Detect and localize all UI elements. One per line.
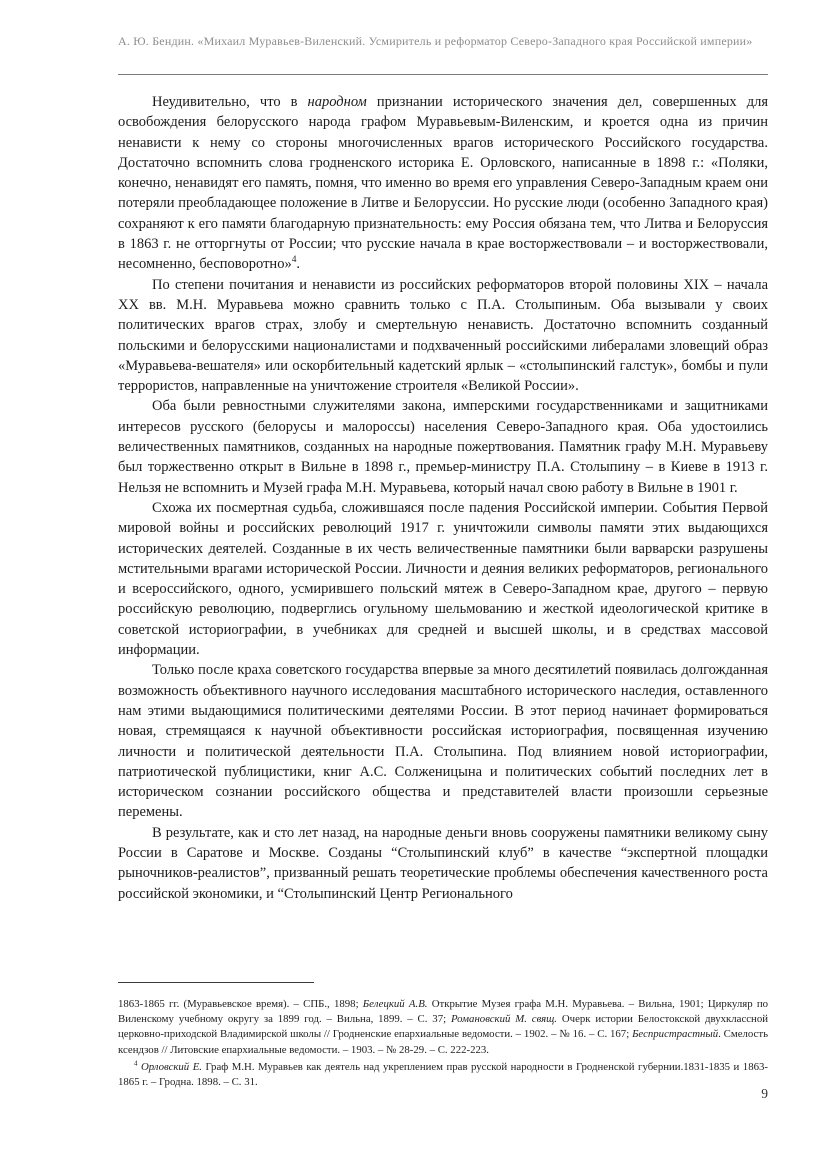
paragraph: По степени почитания и ненависти из российских реформаторов второй половины XIX – начала XX вв. М.Н. Муравьева можно сравнить только с П.А. Столыпиным. Оба вызывали у своих политических врагов страх, злобу и смертельную ненависть. Достаточно вспомнить созданный польскими и белорусскими националистами и подхваченный российскими либералами зловещий образ «Муравьева-вешателя» или оскорбительный кадетский ярлык – «столыпинский галстук», бомбы и пули террористов, направленные на уничтожение строителя «Великой России». (118, 276, 768, 395)
footnote-item: $^4$ Орловский Е. Граф М.Н. Муравьев как деятель над укреплением прав русской народности в Гродненской губернии.1831-1835 и 1863-1865 г. – Гродна. 1898. – С. 31. (118, 1059, 768, 1089)
paragraph: Схожа их посмертная судьба, сложившаяся после падения Российской империи. События Первой мировой войны и российских революций 1917 г. уничтожили символы памяти этих выдающихся исторических деятелей. Созданные в их честь величественные памятники были варварски разрушены мстительными врагами исторической России. Личности и деяния великих реформаторов, регионального и всероссийского, одного, усмирившего польский мятеж в Северо-Западном крае, другого – первую российскую революцию, подверглись огульному шельмованию и жесткой идеологической критике в советской историографии, в учебниках для средней и высшей школы, и в средствах массовой информации. (118, 499, 768, 659)
footnote-continuation: 1863-1865 гг. (Муравьевское время). – СПБ., 1898; Белецкий А.В. Открытие Музея графа М.Н. Муравьева. – Вильна, 1901; Циркуляр по Виленскому учебному округу за 1899 год. – Вильна, 1899. – С. 37; Романовский М. свящ. Очерк истории Белостокской двухклассной церковно-приходской Владимирской школы // Гродненские епархиальные ведомости. – 1902. – № 16. – С. 167; Беспристрастный. Смелость ксендзов // Литовские епархиальные ведомости. – 1903. – № 28-29. – С. 222-223. (118, 998, 769, 1056)
paragraph: Только после краха советского государства впервые за много десятилетий появилась долгожданная возможность объективного научного исследования масштабного исторического наследия, оставленного нам этими выдающимися политическими деятелями России. В этот период начинает формироваться новая, стремящаяся к научной объективности российская историография, посвященная изучению личности и политической деятельности П.А. Столыпина. Под влиянием новой историографии, патриотической публицистики, книг А.С. Солженицына и политических событий последних лет в историческом сознании российского общества и представителей власти произошли серьезные перемены. (118, 662, 768, 821)
footnote-separator (118, 982, 314, 983)
body-text (118, 92, 768, 904)
header-rule (118, 74, 768, 75)
paragraph: Неудивительно, что в народном признании исторического значения дел, совершенных для освобождения белорусского народа графом Муравьевым-Виленским, и кроется одна из причин ненависти к нему со стороны многочисленных врагов исторического Российского государства. Достаточно вспомнить слова гродненского историка Е. Орловского, написанные в 1898 г.: «Поляки, конечно, ненавидят его память, помня, что именно во время его управления Северо-Западным краем они потеряли преобладающее положение в Литве и Белоруссии. Но русские люди (особенно Западного края) сохраняют к его памяти благодарную признательность: ему Россия обязана тем, что Литва и Белоруссия в 1863 г. не отторгнуты от России; что русские начала в крае восторжествовали – и восторжествовали, несомненно, бесповоротно»$^4$. (118, 94, 768, 273)
page-number: 9 (761, 1086, 768, 1101)
footnote-reference: 4 (291, 255, 297, 266)
running-header: А. Ю. Бендин. «Михаил Муравьев-Виленский. Усмиритель и реформатор Северо-Западного края Российской империи» (118, 34, 753, 48)
footnote-reference: 4 (134, 1059, 138, 1068)
paragraph: Оба были ревностными служителями закона, имперскими государственниками и защитниками интересов русского (белорусы и малороссы) населения Северо-Западного края. Оба удостоились величественных памятников, созданных на народные пожертвования. Памятник графу М.Н. Муравьеву был торжественно открыт в Вильне в 1898 г., премьер-министру П.А. Столыпину – в Киеве в 1913 г. Нельзя не вспомнить и Музей графа М.Н. Муравьева, который начал свою работу в Вильне в 1901 г. (118, 398, 768, 496)
paragraph: В результате, как и сто лет назад, на народные деньги вновь сооружены памятники великому сыну России в Саратове и Москве. Созданы “Столыпинский клуб” в качестве “экспертной площадки рыночников-реалистов”, призванный решать теоретические проблемы обеспечения качественного роста российской экономики, и “Столыпинский Центр Регионального (118, 824, 768, 902)
footnotes (118, 997, 768, 1090)
